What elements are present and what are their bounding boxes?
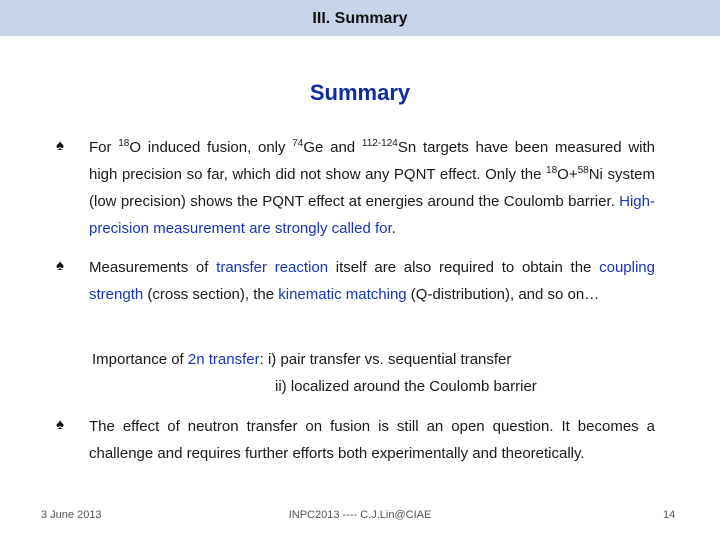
- footer-date: 3 June 2013: [41, 509, 102, 521]
- text-run: Ge and: [303, 139, 362, 156]
- header-bar: [0, 0, 720, 36]
- bullet-paragraph-2: [89, 254, 655, 308]
- text-run: .: [391, 220, 396, 237]
- text-run: (Q-distribution), and so on…: [406, 286, 600, 303]
- text-run: O induced fusion, only: [129, 139, 293, 156]
- bullet-paragraph-1: [89, 134, 655, 242]
- text-run: For: [89, 139, 119, 156]
- highlighted-text: coupling strength: [89, 259, 655, 303]
- importance-highlight: 2n transfer: [187, 351, 260, 368]
- highlighted-text: kinematic matching: [278, 286, 407, 303]
- spade-bullet-icon: ♠: [56, 416, 64, 433]
- spade-bullet-icon: ♠: [56, 137, 64, 154]
- text-run: itself are also required to obtain the: [328, 259, 600, 276]
- importance-prefix: Importance of: [92, 351, 188, 368]
- importance-line1-rest: : i) pair transfer vs. sequential transfer: [259, 351, 512, 368]
- header-title: III. Summary: [312, 10, 408, 27]
- slide-title: Summary: [309, 80, 411, 105]
- highlighted-text: transfer reaction: [216, 259, 329, 276]
- footer-center: INPC2013 ---- C.J.Lin@CIAE: [288, 509, 432, 521]
- text-run: (cross section), the: [143, 286, 279, 303]
- superscript-text: 74: [292, 138, 304, 149]
- text-run: Ni system (low precision) shows the PQNT effect at energies around the Coulomb barrier.: [89, 166, 655, 210]
- spade-bullet-icon: ♠: [56, 257, 64, 274]
- superscript-text: 18: [546, 165, 558, 176]
- text-run: The effect of neutron transfer on fusion is still an open question. It becomes a challenge and requires further efforts both experimentally and theoretically.: [89, 418, 655, 462]
- footer-page-number: 14: [663, 509, 676, 521]
- importance-line-2: ii) localized around the Coulomb barrier: [275, 378, 537, 395]
- superscript-text: 18: [118, 138, 130, 149]
- highlighted-text: High-precision measurement are strongly called for: [89, 193, 655, 237]
- text-run: Measurements of: [89, 259, 217, 276]
- text-run: O+: [557, 166, 578, 183]
- superscript-text: 112-124: [361, 138, 398, 149]
- bullet-paragraph-3: [89, 413, 655, 467]
- text-run: Sn targets have been measured with high precision so far, which did not show any PQNT effect. Only the: [89, 139, 656, 183]
- importance-line-1: [92, 346, 511, 373]
- superscript-text: 58: [577, 165, 589, 176]
